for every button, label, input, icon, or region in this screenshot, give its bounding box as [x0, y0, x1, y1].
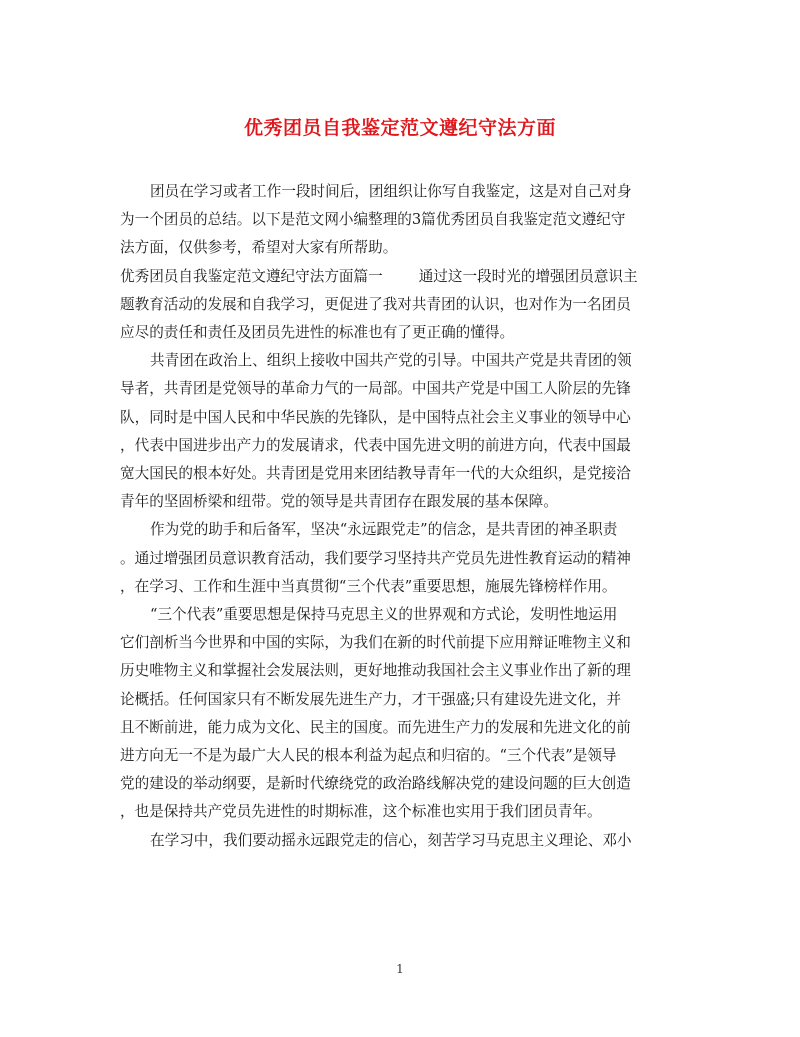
text-line: 作为党的助手和后备军，坚决“永远跟党走”的信念，是共青团的神圣职责	[150, 521, 618, 539]
text-line: 法方面，仅供参考，希望对大家有所帮助。	[120, 239, 398, 257]
text-fragment: 通过这一段时光的增强团员意识主	[418, 267, 638, 285]
page-number: 1	[396, 962, 404, 976]
text-line: 共青团在政治上、组织上接收中国共产党的引导。中国共产党是共青团的领	[150, 352, 632, 370]
text-line: 队，同时是中国人民和中华民族的先锋队，是中国特点社会主义事业的领导中心	[120, 408, 631, 426]
text-line: ，在学习、工作和生涯中当真贯彻“三个代表”重要思想，施展先锋榜样作用。	[120, 577, 617, 595]
text-line: 团员在学习或者工作一段时间后，团组织让你写自我鉴定，这是对自己对身	[150, 183, 632, 200]
paragraph-4	[120, 601, 680, 827]
text-line: ，也是保持共产党员先进性的时期标准，这个标准也实用于我们团员青年。	[120, 803, 602, 821]
paragraph-2	[120, 347, 680, 516]
text-line: 宽大国民的根本好处。共青团是党用来团结教导青年一代的大众组织，是党接洽	[120, 465, 631, 483]
text-line: 在学习中，我们要动摇永远跟党走的信心，刻苦学习马克思主义理论、邓小	[150, 831, 632, 849]
text-line	[120, 263, 680, 291]
paragraph-intro	[120, 178, 680, 263]
text-line: ，代表中国进步出产力的发展请求，代表中国先进文明的前进方向，代表中国最	[120, 436, 631, 454]
text-line: 青年的坚固桥梁和纽带。党的领导是共青团存在跟发展的基本保障。	[120, 493, 558, 511]
text-line: 党的建设的举动纲要，是新时代缭绕党的政治路线解决党的建设问题的巨大创造	[120, 775, 631, 793]
text-line: 题教育活动的发展和自我学习，更促进了我对共青团的认识，也对作为一名团员	[120, 295, 631, 313]
paragraph-section-1	[120, 263, 680, 348]
text-line: “三个代表”重要思想是保持马克思主义的世界观和方式论，发明性地运用	[150, 606, 618, 624]
paragraph-3	[120, 516, 680, 601]
text-line: 为一个团员的总结。以下是范文网小编整理的3篇优秀团员自我鉴定范文遵纪守	[120, 211, 626, 229]
text-line: 历史唯物主义和掌握社会发展法则，更好地推动我国社会主义事业作出了新的理	[120, 662, 631, 680]
text-line: 。通过增强团员意识教育活动，我们要学习坚持共产党员先进性教育运动的精神	[120, 549, 631, 567]
document-body	[120, 178, 680, 855]
text-line: 它们剖析当今世界和中国的实际，为我们在新的时代前提下应用辩证唯物主义和	[120, 634, 631, 652]
paragraph-5	[120, 827, 680, 855]
text-line: 应尽的责任和责任及团员先进性的标准也有了更正确的懂得。	[120, 324, 515, 342]
text-line: 且不断前进，能力成为文化、民主的国度。而先进生产力的发展和先进文化的前	[120, 718, 631, 736]
text-line: 进方向无一不是为最广大人民的根本利益为起点和归宿的。“三个代表”是领导	[120, 747, 617, 765]
section-heading: 优秀团员自我鉴定范文遵纪守法方面篇一	[120, 267, 383, 285]
text-line: 论概括。任何国家只有不断发展先进生产力，才干强盛;只有建设先进文化，并	[120, 690, 622, 708]
text-line: 导者，共青团是党领导的革命力气的一局部。中国共产党是中国工人阶层的先锋	[120, 380, 631, 398]
document-title: 优秀团员自我鉴定范文遵纪守法方面	[243, 117, 556, 139]
